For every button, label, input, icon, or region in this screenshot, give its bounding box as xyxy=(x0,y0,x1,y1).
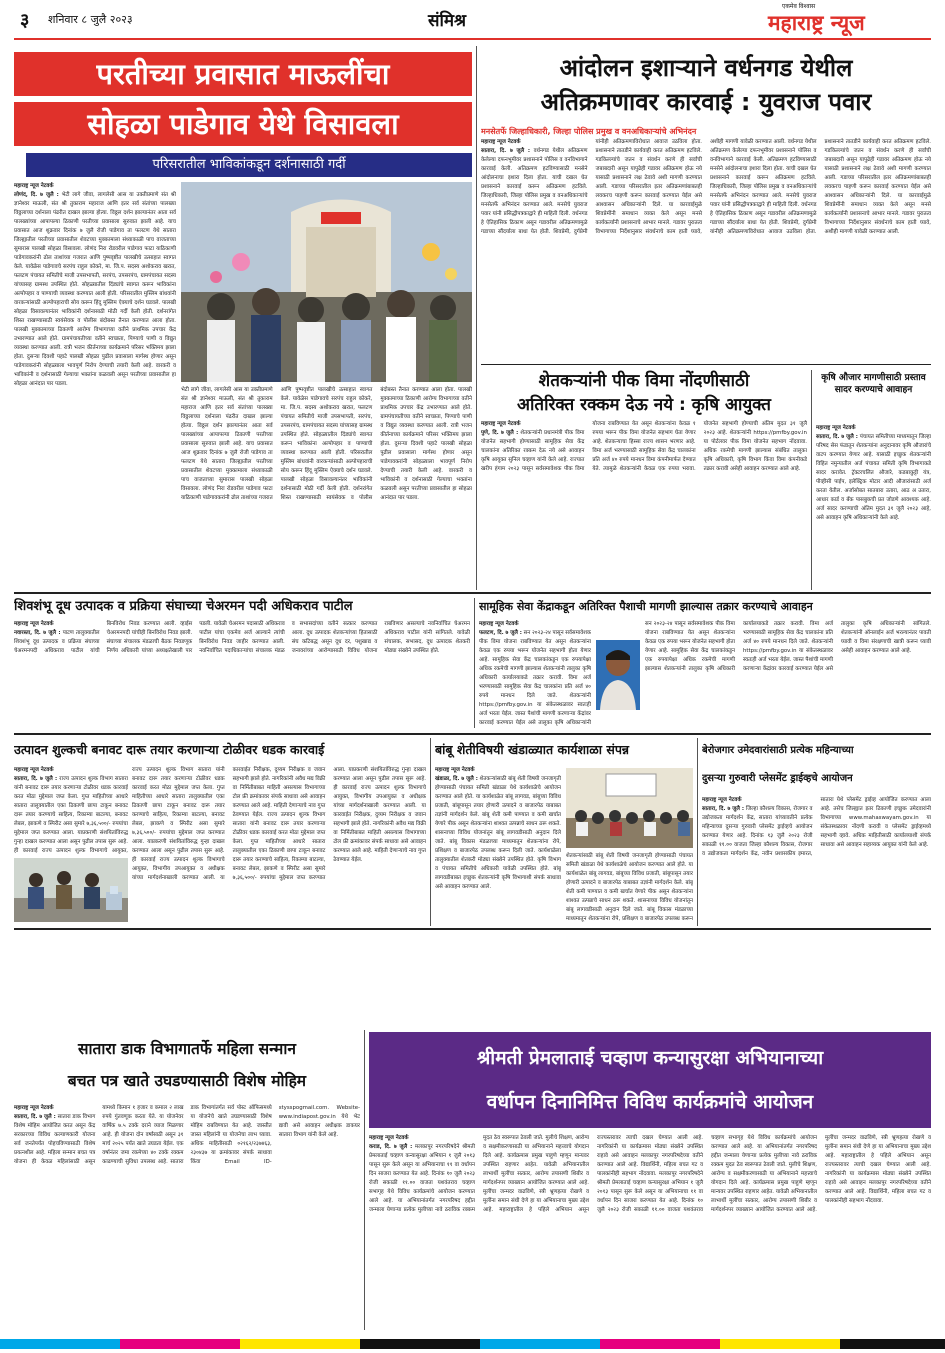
body-text: जिल्हा कौशल्य विकास, रोजगार व उद्योजकता मार्गदर्शन केंद्र, सातारा यांच्यावतीने प्रत्येक महिन्याच्या दुसऱ्या गुरुवारी प्लेसमेंट ड्राईव्हचे आयोजन करण्यात येणार आहे. दिनांक १३ जुलै २०२३ रोजी सकाळी ११.०० वाजता जिल्हा कौशल्य विकास, रोजगार व उद्योजकता मार्गदर्शन केंद्र, नवीन प्रशासकीय इमारत, सातारा येथे प्लेसमेंट ड्राईव्ह आयोजित करण्यात आला आहे. तसेच जिल्ह्यात इतर ठिकाणी इच्छुक उमेदवारांनी विभागाच्या www.mahaswayam.gov.in या संकेतस्थळावर नोंदणी करावी व प्लेसमेंट ड्राईव्हमध्ये सहभागी व्हावे. अधिक माहितीसाठी कार्यालयाशी संपर्क साधावा असे आवाहन सहाय्यक आयुक्त यांनी केले आहे. xyxy=(702,797,931,857)
byline: महाराष्ट्र न्यूज नेटवर्क xyxy=(369,1135,409,1141)
dateline: नवारस्ता, दि. ७ जुलै : xyxy=(14,630,61,636)
headline: अतिक्रमणावर कारवाई : युवराज पवार xyxy=(540,88,872,116)
dateline: पुणे, दि. ७ जुलै : xyxy=(481,430,519,436)
section-rule xyxy=(481,364,931,365)
headline: आंदोलन इशाऱ्याने वर्धनगड येथील xyxy=(559,54,853,82)
headline: सामूहिक सेवा केंद्राकडून अतिरिक्त पैशाची मागणी झाल्यास तक्रार करण्याचे आवाहन xyxy=(479,600,813,613)
byline: महाराष्ट्र न्यूज नेटवर्क xyxy=(481,139,521,145)
kicker: मनसेतर्फे जिल्हाधिकारी, जिल्हा पोलिस प्रमुख व वनअधिकाऱ्यांचे अभिनंदन xyxy=(481,127,697,136)
dateline: खंडाळा, दि. ७ जुलै : xyxy=(435,776,478,782)
story-body xyxy=(702,796,931,922)
section-rule xyxy=(14,733,931,735)
section-rule xyxy=(14,592,931,594)
byline: महाराष्ट्र न्यूज नेटवर्क xyxy=(14,621,54,627)
story-body xyxy=(14,182,176,610)
headline-line: वर्धापन दिनानिमित्त विविध कार्यक्रमांचे आयोजन xyxy=(486,1091,814,1113)
body-text: राज्य उत्पादन शुल्क विभाग सातारा यांनी बनावट दारू तयार करणाऱ्या टोळीवर धडक कारवाई करत मोठा मुद्देमाल जप्त केला. गुप्त माहितीच्या आधारे सातारा तालुक्यातील एका ठिकाणी छापा टाकून बनावट दारू तयार करण्याचे साहित्य, रिकाम्या बाटल्या, बनावट लेबल, झाकणे व स्पिरीट असा सुमारे ७,३६,५००/- रुपयांचा मुद्देमाल जप्त करण्यात आला. याप्रकरणी संशयितांविरुद्ध गुन्हा दाखल करण्यात आला असून पुढील तपास सुरू आहे. ही कारवाई राज्य उत्पादन शुल्क विभागाचे आयुक्त, विभागीय उपआयुक्त व अधीक्षक यांच्या मार्गदर्शनाखाली करण्यात आली. या कारवाईत निरीक्षक, दुय्यम निरीक्षक व जवान सहभागी झाले होते. नागरिकांनी अवैध मद्य विक्री वा निर्मितीबाबत माहिती असल्यास विभागाच्या टोल फ्री क्रमांकावर संपर्क साधावा असे आवाहन करण्यात आले आहे. माहिती देणाऱ्याचे नाव गुप्त ठेवण्यात येईल. xyxy=(232,767,426,881)
story-body xyxy=(132,766,426,922)
dateline: लोणंद, दि. ७ जुलै : xyxy=(14,192,59,198)
story-body xyxy=(566,852,693,922)
story-body xyxy=(14,620,470,728)
issue-date: शनिवार ८ जुलै २०२३ xyxy=(48,13,133,26)
headline: दुसऱ्या गुरुवारी प्लेसमेंट ड्राईव्हचे आयोजन xyxy=(702,773,853,784)
dateline: सातारा, दि. ७ जुलै : xyxy=(816,434,858,440)
officer-portrait xyxy=(596,640,640,710)
column-rule xyxy=(697,738,698,926)
byline: महाराष्ट्र न्यूज नेटवर्क xyxy=(479,621,519,627)
headline: शेतकऱ्यांनी पीक विमा नोंदणीसाठी xyxy=(538,371,750,391)
dateline: सातारा, दि. ७ जुलै : xyxy=(702,806,745,812)
body-text: शेतकऱ्यांसाठी बांबू शेती विषयी जनजागृती होण्यासाठी पंचायत समिती खंडाळा येथे कार्यशाळेचे आयोजन करण्यात आले होते. या कार्यशाळेत बांबू लागवड, बांबूच्या विविध प्रजाती, बांबूपासून तयार होणारी उत्पादने व बाजारपेठ याबाबत तज्ञांनी मार्गदर्शन केले. बांबू शेती कमी पाण्यात व कमी खर्चात येणारे पीक असून शेतकऱ्यांना शाश्वत उत्पन्नाचे साधन ठरू शकते. शासनाच्या विविध योजनांतून बांबू लागवडीसाठी अनुदान दिले जाते. बांबू विकास मंडळाच्या माध्यमातून शेतकऱ्यांना रोपे, प्रशिक्षण व बाजारपेठ उपलब्ध करून दिली जाते. कार्यशाळेला तालुक्यातील शेतकरी मोठ्या संख्येने उपस्थित होते. कृषि विभाग व पंचायत समितीचे अधिकारी यावेळी उपस्थित होते. बांबू लागवडीबाबत इच्छुक शेतकऱ्यांनी कृषि विभागाशी संपर्क साधावा असे आवाहन करण्यात आले. xyxy=(435,776,561,890)
body-text: सन २०२३-२४ पासून सर्वसमावेशक पीक विमा योजना राबविण्यात येत असून शेतकऱ्यांना केवळ एक रुपया भरून योजनेत सहभागी होता येणार आहे. सामूहिक सेवा केंद्र चालकांकडून एक रुपयापेक्षा अधिक रकमेची मागणी झाल्यास शेतकऱ्यांनी तालुका कृषि अधिकारी कार्यालयाकडे तक्रार करावी. विमा अर्ज भरण्यासाठी सामूहिक सेवा केंद्र चालकांना प्रति अर्ज ४० रुपये मानधन दिले जाते. शेतकऱ्यांनी https://pmfby.gov.in या संकेतस्थळावर स्वतःही अर्ज भरता येईल. जास्त पैशांची मागणी करणाऱ्या केंद्रांवर कारवाई करण्यात येईल असे तालुका कृषि अधिकाऱ्यांनी xyxy=(479,630,591,726)
byline: महाराष्ट्र न्यूज नेटवर्क xyxy=(14,1105,54,1111)
color-registration-bar xyxy=(0,1334,945,1344)
story-body xyxy=(481,138,931,360)
dateline: सातारा, दि. ७ जुलै : xyxy=(14,1114,56,1120)
palkhi-photo xyxy=(181,182,472,382)
story-body xyxy=(181,386,472,610)
body-text: वर्धनगड येथील अतिक्रमण केलेल्या दफनभूमीवर प्रशासनाने पोलिस व वनविभागाने कारवाई केली. अतिक्रमण हटविण्यासाठी मनसेने आंदोलनाचा इशारा दिला होता. याची दखल घेत प्रशासनाने कारवाई करून अतिक्रमण हटविले. जिल्हाधिकारी, जिल्हा पोलिस प्रमुख व वनअधिकाऱ्यांचे मनसेतर्फे अभिनंदन करण्यात आले. मनसेचे युवराज पवार यांनी प्रसिद्धीपत्रकाद्वारे ही माहिती दिली. वर्धनगड हे ऐतिहासिक ठिकाण असून गडावरील अतिक्रमणामुळे गडाच्या सौंदर्याला बाधा येत होती. शिवप्रेमी, दुर्गप्रेमी यांनीही अतिक्रमणाविरोधात आवाज उठविला होता. प्रशासनाने तातडीने कार्यवाही करत अतिक्रमण हटविले. गडकिल्ल्यांचे जतन व संवर्धन करणे ही सर्वांची जबाबदारी असून यापुढेही गडावर अतिक्रमण होऊ नये यासाठी प्रशासनाने लक्ष ठेवावे अशी मागणी करण्यात आली. गडाच्या परिसरातील इतर अतिक्रमणांबाबतही लवकरच पाहणी करून कारवाई करण्यात येईल असे आश्वासन अधिकाऱ्यांनी दिले. या कारवाईमुळे शिवप्रेमींनी समाधान व्यक्त केले असून मनसे कार्यकर्त्यांनी प्रशासनाचे आभार मानले. गडावर पुरातत्व विभागाच्या निर्देशानुसार संवर्धनाचे काम हाती घ्यावे, अशीही मागणी यावेळी करण्यात आली. xyxy=(481,139,786,235)
headline: कृषि औजार मागणीसाठी प्रस्ताव सादर करण्याचे आवाहन xyxy=(821,373,926,395)
paper-logo: महाराष्ट्र न्यूज xyxy=(768,11,865,35)
body-text: भेटी लागे जीवा, लागलेसी आस या उक्तीप्रमाणे संत श्री ज्ञानेश्वर माऊली, संत श्री तुकाराम महाराज आणि इतर सर्व संतांच्या पालख्या विठ्ठलाच्या दर्शनाला पंढरीत दाखल झाल्या होत्या. विठ्ठल दर्शन झाल्यानंतर आता सर्व पालख्यांच्या आपापल्या ठिकाणी परतीच्या प्रवासाला सुरुवात झाली आहे. याच प्रवासात आज शुक्रवार दिनांक ७ जुलै रोजी पाडेगाव ता फलटण येथे सातारा जिल्ह्यातील परतीच्या प्रवासातील शेवटच्या मुक्कामाला संध्याकाळी पाच वाजताच्या सुमारास पालखी सोहळा विसावला. लोणंद निरा रोडवरील पाडेगाव फाटा याठिकाणी पाडेगावकरांनी ढोल ताशांच्या गजरात आणि पुष्पवृष्टीत पालखीचे उत्साहात स्वागत केले. यावेळेस पाडेगावचे सरपंच राहुल कोकरे, मा. जि.प. सदस्य अशोकराव खरात, फलटण पंचायत समितीचे माजी उपसभापती, सरपंच, उपसरपंच, ग्रामपंचायत सदस्य यांच्यासह ग्रामस्थ उपस्थित होते. सोहळ्यातील दिंड्यांचे स्वागत करून भाविकांना अल्पोपहार व पाण्याची व्यवस्था करण्यात आली होती. परिसरातील मुस्लिम बांधवांनी वारकऱ्यांसाठी अल्पोपहाराची सोय करून हिंदू मुस्लिम ऐक्याचे दर्शन घडवले. पालखी सोहळा विसावल्यानंतर भाविकांनी दर्शनासाठी मोठी गर्दी केली होती. दर्शनरांगेत शिस्त राखण्यासाठी स्वयंसेवक व पोलीस बंदोबस्त तैनात करण्यात आला होता. पालखी मुक्कामाच्या ठिकाणी आरोग्य विभागाच्या वतीने प्राथमिक उपचार केंद्र उभारण्यात आले होते. ग्रामपंचायतीच्या वतीने स्वच्छता, पिण्याचे पाणी व विद्युत व्यवस्था करण्यात आली. रात्री भजन कीर्तनाच्या कार्यक्रमाने परिसर भक्तिमय झाला होता. दुसऱ्या दिवशी पहाटे पालखी सोहळा पुढील प्रवासाला मार्गस्थ होणार असून पाडेगावकरांनी सोहळ्याला भावपूर्ण निरोप देण्याची तयारी केली आहे. वारकरी व भाविकांनी व दर्शनासाठी गेल्याचा भक्तांना कळवली असून परतीच्या प्रवासातील हा सोहळा आनंदात पार पडला. xyxy=(181,387,472,501)
byline: महाराष्ट्र न्यूज नेटवर्क xyxy=(14,183,54,189)
body-text: वर्धनगड येथील अतिक्रमण केलेल्या दफनभूमीवर प्रशासनाने पोलिस व वनविभागाने कारवाई केली. अतिक्रमण हटविण्यासाठी मनसेने आंदोलनाचा इशारा दिला होता. याची दखल घेत प्रशासनाने कारवाई करून अतिक्रमण हटविले. जिल्हाधिकारी, जिल्हा पोलिस प्रमुख व वनअधिकाऱ्यांचे मनसेतर्फे अभिनंदन करण्यात आले. मनसेचे युवराज पवार यांनी प्रसिद्धीपत्रकाद्वारे ही माहिती दिली. वर्धनगड हे ऐतिहासिक ठिकाण असून गडावरील अतिक्रमणामुळे गडाच्या सौंदर्याला बाधा येत होती. शिवप्रेमी, दुर्गप्रेमी यांनीही अतिक्रमणाविरोधात आवाज उठविला होता. प्रशासनाने तातडीने कार्यवाही करत अतिक्रमण हटविले. गडकिल्ल्यांचे जतन व संवर्धन करणे ही सर्वांची जबाबदारी असून यापुढेही गडावर अतिक्रमण होऊ नये यासाठी प्रशासनाने लक्ष ठेवावे अशी मागणी करण्यात आली. गडाच्या परिसरातील इतर अतिक्रमणांबाबतही लवकरच पाहणी करून कारवाई करण्यात येईल असे आश्वासन अधिकाऱ्यांनी दिले. या कारवाईमुळे शिवप्रेमींनी समाधान व्यक्त केले असून मनसे कार्यकर्त्यांनी प्रशासनाचे आभार मानले. गडावर पुरातत्व विभागाच्या निर्देशानुसार संवर्धनाचे काम हाती घ्यावे, अशीही मागणी यावेळी करण्यात आली. xyxy=(710,139,931,235)
section-rule xyxy=(14,928,931,930)
story-body xyxy=(816,424,931,588)
column-rule xyxy=(430,738,431,926)
headline-line: सोहळा पाडेगाव येथे विसावला xyxy=(14,102,472,146)
body-text: भेटी लागे जीवा, लागलेसी आस या उक्तीप्रमाणे संत श्री ज्ञानेश्वर माऊली, संत श्री तुकाराम महाराज आणि इतर सर्व संतांच्या पालख्या विठ्ठलाच्या दर्शनाला पंढरीत दाखल झाल्या होत्या. विठ्ठल दर्शन झाल्यानंतर आता सर्व पालख्यांच्या आपापल्या ठिकाणी परतीच्या प्रवासाला सुरुवात झाली आहे. याच प्रवासात आज शुक्रवार दिनांक ७ जुलै रोजी पाडेगाव ता फलटण येथे सातारा जिल्ह्यातील परतीच्या प्रवासातील शेवटच्या मुक्कामाला संध्याकाळी पाच वाजताच्या सुमारास पालखी सोहळा विसावला. लोणंद निरा रोडवरील पाडेगाव फाटा याठिकाणी पाडेगावकरांनी ढोल ताशांच्या गजरात आणि पुष्पवृष्टीत पालखीचे उत्साहात स्वागत केले. यावेळेस पाडेगावचे सरपंच राहुल कोकरे, मा. जि.प. सदस्य अशोकराव खरात, फलटण पंचायत समितीचे माजी उपसभापती, सरपंच, उपसरपंच, ग्रामपंचायत सदस्य यांच्यासह ग्रामस्थ उपस्थित होते. सोहळ्यातील दिंड्यांचे स्वागत करून भाविकांना अल्पोपहार व पाण्याची व्यवस्था करण्यात आली होती. परिसरातील मुस्लिम बांधवांनी वारकऱ्यांसाठी अल्पोपहाराची सोय करून हिंदू मुस्लिम ऐक्याचे दर्शन घडवले. पालखी सोहळा विसावल्यानंतर भाविकांनी दर्शनासाठी मोठी गर्दी केली होती. दर्शनरांगेत शिस्त राखण्यासाठी स्वयंसेवक व पोलीस बंदोबस्त तैनात करण्यात आला होता. पालखी मुक्कामाच्या ठिकाणी आरोग्य विभागाच्या वतीने प्राथमिक उपचार केंद्र उभारण्यात आले होते. ग्रामपंचायतीच्या वतीने स्वच्छता, पिण्याचे पाणी व विद्युत व्यवस्था करण्यात आली. रात्री भजन कीर्तनाच्या कार्यक्रमाने परिसर भक्तिमय झाला होता. दुसऱ्या दिवशी पहाटे पालखी सोहळा पुढील प्रवासाला मार्गस्थ होणार असून पाडेगावकरांनी सोहळ्याला भावपूर्ण निरोप देण्याची तयारी केली आहे. वारकरी व भाविकांनी व दर्शनासाठी गेल्याचा भक्तांना कळवली असून परतीच्या प्रवासातील हा सोहळा आनंदात पार पडला. xyxy=(14,192,176,387)
story-body xyxy=(435,766,561,922)
dateline: फलटण, दि. ७ जुलै : xyxy=(479,630,522,636)
headline: शिवशंभू दूध उत्पादक व प्रक्रिया संघाच्या चेअरमन पदी अधिकराव पाटील xyxy=(14,599,353,614)
paper-tagline: एकमेव विश्वास xyxy=(782,3,816,10)
headline: उत्पादन शुल्कची बनावट दारू तयार करणाऱ्या टोळीवर धडक कारवाई xyxy=(14,742,325,757)
body-text: मलकापूर नगरपरिषदेने श्रीमती प्रेमलाताई चव्हाण कन्यासुरक्षा अभियान १ जुलै २०१३ पासून सुरू केले असून या अभियानाचा ११ वा वर्धापन दिन साजरा करण्यात येत आहे. दिनांक १० जुलै २०२३ रोजी सकाळी ११.०० वाजता यशवंतराव चव्हाण सभागृह येथे विविध कार्यक्रमांचे आयोजन करण्यात आले आहे. या अभियानांतर्गत नगरपरिषद हद्दीत जन्माला येणाऱ्या प्रत्येक मुलीच्या नावे ठराविक रक्कम मुदत ठेव स्वरूपात ठेवली जाते. मुलीचे शिक्षण, आरोग्य व सक्षमीकरणासाठी या अभियानाने महत्त्वाचे योगदान दिले आहे. कार्यक्रमास प्रमुख पाहुणे म्हणून मान्यवर उपस्थित राहणार आहेत. यावेळी अभियानातील लाभार्थी मुलींचा सत्कार, आरोग्य तपासणी शिबीर व मार्गदर्शनपर व्याख्यान आयोजित करण्यात आले आहे. मुलींचा जन्मदर वाढविणे, स्त्री भ्रूणहत्या रोखणे व मुलींना समान संधी देणे हा या अभियानाचा मुख्य उद्देश आहे. महाराष्ट्रातील हे पहिले अभियान असून राज्यस्तरावर त्याची दखल घेण्यात आली आहे. नागरिकांनी या कार्यक्रमास मोठ्या संख्येने उपस्थित राहावे असे आवाहन मलकापूर नगरपरिषदेच्या वतीने करण्यात आले आहे. विद्यार्थिनी, महिला बचत गट व पालकांनीही सहभाग नोंदवावा. xyxy=(597,1135,931,1213)
story-body xyxy=(645,620,931,728)
story-body xyxy=(14,1104,360,1326)
workshop-photo xyxy=(566,768,693,848)
story-body xyxy=(369,1134,931,1328)
headline: बांबू शेतीविषयी खंडाळ्यात कार्यशाळा संपन्न xyxy=(435,742,630,757)
page-number: ३ xyxy=(20,10,30,31)
byline: महाराष्ट्र न्यूज नेटवर्क xyxy=(702,797,742,803)
premlatai-headline-box xyxy=(369,1032,931,1128)
headline-line: श्रीमती प्रेमलाताई चव्हाण कन्यासुरक्षा अभियानाच्या xyxy=(476,1047,824,1069)
dateline: कराड, दि. ७ जुलै : xyxy=(369,1144,413,1150)
body-text: शेतकऱ्यांनी प्रधानमंत्री पीक विमा योजनेत सहभागी होण्यासाठी सामूहिक सेवा केंद्र चालकांना अतिरिक्त रक्कम देऊ नये असे आवाहन कृषि आयुक्त सुनिल चव्हाण यांनी केले आहे. राज्यात खरीप हंगाम २०२३ पासून सर्वसमावेशक पीक विमा योजना राबविण्यात येत असून शेतकऱ्यांना केवळ १ रुपया भरून पीक विमा योजनेत सहभाग घेता येणार आहे. शेतकऱ्याचा हिस्सा राज्य शासन भरणार आहे. विमा अर्ज भरण्यासाठी सामूहिक सेवा केंद्र चालकांना प्रति अर्ज ४० रुपये मानधन विमा कंपनीमार्फत देण्यात येते. त्यामुळे शेतकऱ्यांनी केवळ एक रुपया भरावा. योजनेत सहभागी होण्याची अंतिम मुदत ३१ जुलै २०२३ आहे. शेतकऱ्यांनी https://pmfby.gov.in या पोर्टलवर पीक विमा योजनेत सहभाग नोंदवावा. अधिक रकमेची मागणी झाल्यास संबंधित तालुका कृषि अधिकारी, कृषि विभाग किंवा विमा कंपनीकडे तक्रार करावी असेही आवाहन करण्यात आले आहे. xyxy=(481,421,807,472)
subhead-bar: परिसरातील भाविकांकडून दर्शनासाठी गर्दी xyxy=(26,153,472,177)
headline-line: परतीच्या प्रवासात माऊलींचा xyxy=(14,52,472,96)
column-rule xyxy=(476,46,477,590)
dateline: सातारा, दि. ७ जुलै : xyxy=(14,776,58,782)
column-rule xyxy=(364,1030,365,1330)
section-label: संमिश्र xyxy=(428,11,467,31)
body-text: मलकापूर नगरपरिषदेने श्रीमती प्रेमलाताई चव्हाण कन्यासुरक्षा अभियान १ जुलै २०१३ पासून सुरू केले असून या अभियानाचा ११ वा वर्धापन दिन साजरा करण्यात येत आहे. दिनांक १० जुलै २०२३ रोजी सकाळी ११.०० वाजता यशवंतराव चव्हाण सभागृह येथे विविध कार्यक्रमांचे आयोजन करण्यात आले आहे. या अभियानांतर्गत नगरपरिषद हद्दीत जन्माला येणाऱ्या प्रत्येक मुलीच्या नावे ठराविक रक्कम मुदत ठेव स्वरूपात ठेवली जाते. मुलीचे शिक्षण, आरोग्य व सक्षमीकरणासाठी या अभियानाने महत्त्वाचे योगदान दिले आहे. कार्यक्रमास प्रमुख पाहुणे म्हणून मान्यवर उपस्थित राहणार आहेत. यावेळी अभियानातील लाभार्थी मुलींचा सत्कार, आरोग्य तपासणी शिबीर व मार्गदर्शनपर व्याख्यान आयोजित करण्यात आले आहे. मुलींचा जन्मदर वाढविणे, स्त्री भ्रूणहत्या रोखणे व मुलींना समान संधी देणे हा या अभियानाचा मुख्य उद्देश आहे. महाराष्ट्रातील हे पहिले अभियान असून राज्यस्तरावर त्याची दखल घेण्यात आली आहे. नागरिकांनी या कार्यक्रमास मोठ्या संख्येने उपस्थित राहावे असे आवाहन मलकापूर नगरपरिषदेच्या वतीने करण्यात आले आहे. विद्यार्थिनी, महिला बचत गट व पालकांनीही सहभाग नोंदवावा. xyxy=(369,1135,703,1213)
body-text: सन २०२३-२४ पासून सर्वसमावेशक पीक विमा योजना राबविण्यात येत असून शेतकऱ्यांना केवळ एक रुपया भरून योजनेत सहभागी होता येणार आहे. सामूहिक सेवा केंद्र चालकांकडून एक रुपयापेक्षा अधिक रकमेची मागणी झाल्यास शेतकऱ्यांनी तालुका कृषि अधिकारी कार्यालयाकडे तक्रार करावी. विमा अर्ज भरण्यासाठी सामूहिक सेवा केंद्र चालकांना प्रति अर्ज ४० रुपये मानधन दिले जाते. शेतकऱ्यांनी https://pmfby.gov.in या संकेतस्थळावर स्वतःही अर्ज भरता येईल. जास्त पैशांची मागणी करणाऱ्या केंद्रांवर कारवाई करण्यात येईल असे तालुका कृषि अधिकाऱ्यांनी सांगितले. शेतकऱ्यांनी ऑनलाईन अर्ज भरल्यानंतर पावती घ्यावी व विमा संरक्षणाची खात्री करून घ्यावी असेही आवाहन करण्यात आले आहे. xyxy=(645,621,931,672)
masthead xyxy=(0,0,945,38)
byline: महाराष्ट्र न्यूज नेटवर्क xyxy=(14,767,54,773)
headline: बचत पत्र खाते उघडण्यासाठी विशेष मोहिम xyxy=(67,1072,307,1090)
byline: महाराष्ट्र न्यूज नेटवर्क xyxy=(435,767,475,773)
headline: अतिरिक्त रक्कम देऊ नये : कृषि आयुक्त xyxy=(517,395,771,415)
headline-band xyxy=(14,52,472,146)
byline: महाराष्ट्र न्यूज नेटवर्क xyxy=(481,421,521,427)
story-body xyxy=(479,620,591,728)
masthead-rule xyxy=(14,38,931,40)
body-text: सातारा डाक विभाग विशेष मोहिम आयोजित करत असून केंद्र सरकारच्या विविध कल्याणकारी योजना सर्व जनतेपर्यंत पोहचविण्यासाठी विशेष प्रयत्नशील आहे. महिला सन्मान बचत पत्र योजना ही केवळ महिलांसाठी असून यामध्ये किमान १ हजार व कमाल २ लाख रुपये गुंतवणूक करता येते. या योजनेवर वार्षिक ७.५ टक्के दराने व्याज मिळणार आहे. ही योजना दोन वर्षांसाठी असून ३१ मार्च २०२५ पर्यंत खाते उघडता येईल. एक वर्षानंतर जमा रकमेच्या ४० टक्के रक्कम काढण्याची सुविधा उपलब्ध आहे. सातारा डाक विभागांतर्गत सर्व पोस्ट ऑफिसमध्ये या योजनेचे खाते उघडण्यासाठी विशेष मोहिम राबविण्यात येत आहे. जास्तीत जास्त महिलांनी या योजनेचा लाभ घ्यावा. अधिक माहितीसाठी ०२१६२/२३७४६३, २३०४३७ या क्रमांकावर संपर्क साधावा किंवा Email ID- stysspogmail.com. Website- www.indiapost.gov.in येथे भेट द्यावी असे आवाहन अधीक्षक डाकघर सातारा विभाग यांनी केले आहे. xyxy=(14,1105,360,1165)
headline: बेरोजगार उमेदवारांसाठी प्रत्येक महिन्याच्या xyxy=(702,745,854,756)
story-body xyxy=(14,766,128,856)
byline: महाराष्ट्र न्यूज नेटवर्क xyxy=(816,425,856,431)
headline: सातारा डाक विभागातर्फे महिला सन्मान xyxy=(78,1040,296,1058)
body-text: राज्य उत्पादन शुल्क विभाग सातारा यांनी बनावट दारू तयार करणाऱ्या टोळीवर धडक कारवाई करत मोठा मुद्देमाल जप्त केला. गुप्त माहितीच्या आधारे सातारा तालुक्यातील एका ठिकाणी छापा टाकून बनावट दारू तयार करण्याचे साहित्य, रिकाम्या बाटल्या, बनावट लेबल, झाकणे व स्पिरीट असा सुमारे ७,३६,५००/- रुपयांचा मुद्देमाल जप्त करण्यात आला. याप्रकरणी संशयितांविरुद्ध गुन्हा दाखल करण्यात आला असून पुढील तपास सुरू आहे. ही कारवाई राज्य उत्पादन शुल्क विभागाचे आयुक्त, विभागीय उपआयुक्त व अधीक्षक यांच्या मार्गदर्शनाखाली करण्यात आली. या कारवाईत निरीक्षक, दुय्यम निरीक्षक व जवान सहभागी झाले होते. नागरिकांनी अवैध मद्य विक्री वा निर्मितीबाबत माहिती असल्यास विभागाच्या टोल फ्री क्रमांकावर संपर्क साधावा असे आवाहन करण्यात आले आहे. माहिती देणाऱ्याचे नाव गुप्त ठेवण्यात येईल. xyxy=(132,767,326,881)
body-text: पाटण तालुक्यातील शिवशंभू दूध उत्पादक व प्रक्रिया संघाच्या चेअरमनपदी अधिकराव पाटील यांची बिनविरोध निवड करण्यात आली. व्हाईस चेअरमनपदी यांचीही बिनविरोध निवड झाली. संघाच्या संचालक मंडळाची बैठक निवडणूक निर्णय अधिकारी यांच्या अध्यक्षतेखाली पार पडली. यावेळी चेअरमन पदासाठी अधिकराव पाटील यांचा एकमेव अर्ज आल्याने त्यांची बिनविरोध निवड जाहीर करण्यात आली. नवनिर्वाचित पदाधिकाऱ्यांचा संचालक मंडळ व सभासदांच्या वतीने सत्कार करण्यात आला. दूध उत्पादक शेतकऱ्यांच्या हितासाठी संघ कटिबद्ध असून दूध दर, पशुखाद्य व जनावरांच्या आरोग्यासाठी विविध योजना राबविणार असल्याचे नवनिर्वाचित चेअरमन अधिकराव पाटील यांनी सांगितले. यावेळी संचालक, सभासद, दूध उत्पादक शेतकरी मोठ्या संख्येने उपस्थित होते. xyxy=(14,621,470,654)
column-rule xyxy=(811,370,812,590)
dateline: सातारा, दि. ७ जुलै : xyxy=(481,148,531,154)
body-text: शेतकऱ्यांसाठी बांबू शेती विषयी जनजागृती होण्यासाठी पंचायत समिती खंडाळा येथे कार्यशाळेचे आयोजन करण्यात आले होते. या कार्यशाळेत बांबू लागवड, बांबूच्या विविध प्रजाती, बांबूपासून तयार होणारी उत्पादने व बाजारपेठ याबाबत तज्ञांनी मार्गदर्शन केले. बांबू शेती कमी पाण्यात व कमी खर्चात येणारे पीक असून शेतकऱ्यांना शाश्वत उत्पन्नाचे साधन ठरू शकते. शासनाच्या विविध योजनांतून बांबू लागवडीसाठी अनुदान दिले जाते. बांबू विकास मंडळाच्या माध्यमातून शेतकऱ्यांना रोपे, प्रशिक्षण व बाजारपेठ उपलब्ध करून xyxy=(566,853,693,922)
story-body xyxy=(481,420,807,588)
body-text: पंचायत समितीच्या माध्यमातून जिल्हा परिषद सेस फंडातून शेतकऱ्यांना अनुदानावर कृषि औजारांचे वाटप करण्यात येणार आहे. यासाठी इच्छुक शेतकऱ्यांनी विहित नमुन्यातील अर्ज पंचायत समिती कृषि विभागाकडे सादर करावेत. ट्रॅक्टरचलित औजारे, कडबाकुट्टी यंत्र, पीव्हीसी पाईप, इलेक्ट्रिक मोटार आदी औजारांसाठी अर्ज करता येतील. अर्जासोबत सातबारा उतारा, आठ अ उतारा, आधार कार्ड व बँक पासबुकची प्रत जोडणे आवश्यक आहे. अर्ज सादर करण्याची अंतिम मुदत ३१ जुलै २०२३ आहे, असे आवाहन कृषि अधिकाऱ्यांनी केले आहे. xyxy=(816,434,931,521)
column-rule xyxy=(474,598,475,728)
raid-photo xyxy=(14,858,128,922)
body-text: राज्य उत्पादन शुल्क विभाग सातारा यांनी बनावट दारू तयार करणाऱ्या टोळीवर धडक कारवाई करत मोठा मुद्देमाल जप्त केला. गुप्त माहितीच्या आधारे सातारा तालुक्यातील एका ठिकाणी छापा टाकून बनावट दारू तयार करण्याचे साहित्य, रिकाम्या बाटल्या, बनावट लेबल, झाकणे व स्पिरीट असा सुमारे ७,३६,५००/- रुपयांचा मुद्देमाल जप्त करण्यात आला. याप्रकरणी संशयितांविरुद्ध गुन्हा दाखल करण्यात आला असून पुढील तपास सुरू आहे. ही कारवाई राज्य उत्पादन शुल्क विभागाचे आयुक्त, xyxy=(14,776,128,854)
